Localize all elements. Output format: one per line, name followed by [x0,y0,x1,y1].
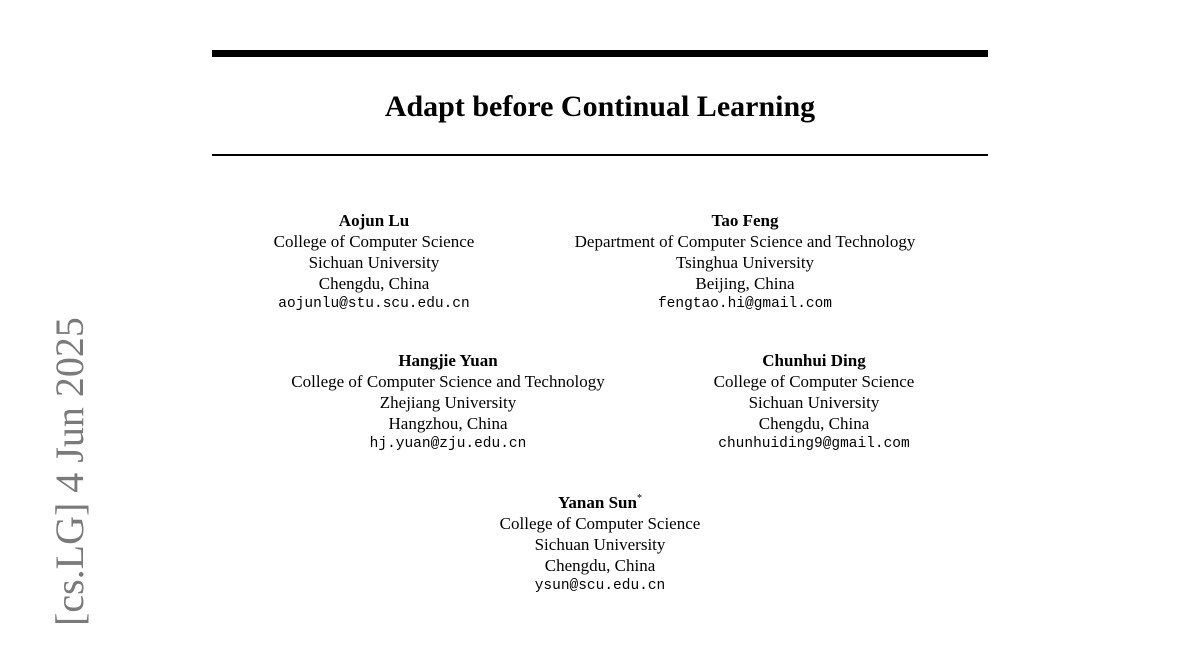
author-university: Sichuan University [534,535,666,554]
author-department: Department of Computer Science and Technology [574,232,916,251]
arxiv-stamp: [cs.LG] 4 Jun 2025 [47,317,92,626]
author-name: Hangjie Yuan [398,351,498,370]
author-email[interactable]: aojunlu@stu.scu.edu.cn [278,296,470,312]
author-department: College of Computer Science [273,232,475,251]
author-department: College of Computer Science [499,514,701,533]
author-block-5 [500,492,701,597]
author-name: Yanan Sun* [558,493,642,512]
author-department: College of Computer Science and Technology [291,372,605,391]
author-university: Sichuan University [308,253,440,272]
author-location: Chengdu, China [544,556,656,575]
author-location: Hangzhou, China [388,414,508,433]
author-block-1 [274,210,475,315]
author-block-3 [291,350,604,455]
author-university: Sichuan University [748,393,880,412]
title-top-rule [212,50,988,57]
author-department: College of Computer Science [713,372,915,391]
author-location: Chengdu, China [318,274,430,293]
author-name: Chunhui Ding [762,351,866,370]
author-email[interactable]: ysun@scu.edu.cn [534,578,666,594]
author-email[interactable]: chunhuiding9@gmail.com [718,436,910,452]
author-university: Tsinghua University [675,253,815,272]
author-block-4 [714,350,915,455]
author-university: Zhejiang University [379,393,517,412]
author-block-2 [575,210,916,315]
author-name: Aojun Lu [338,211,410,230]
corresponding-author-marker: * [636,493,642,504]
author-email[interactable]: fengtao.hi@gmail.com [657,296,833,312]
paper-title: Adapt before Continual Learning [384,90,816,123]
author-location: Chengdu, China [758,414,870,433]
author-email[interactable]: hj.yuan@zju.edu.cn [369,436,527,452]
title-bottom-rule [212,154,988,156]
author-name: Tao Feng [711,211,779,230]
author-location: Beijing, China [695,274,795,293]
